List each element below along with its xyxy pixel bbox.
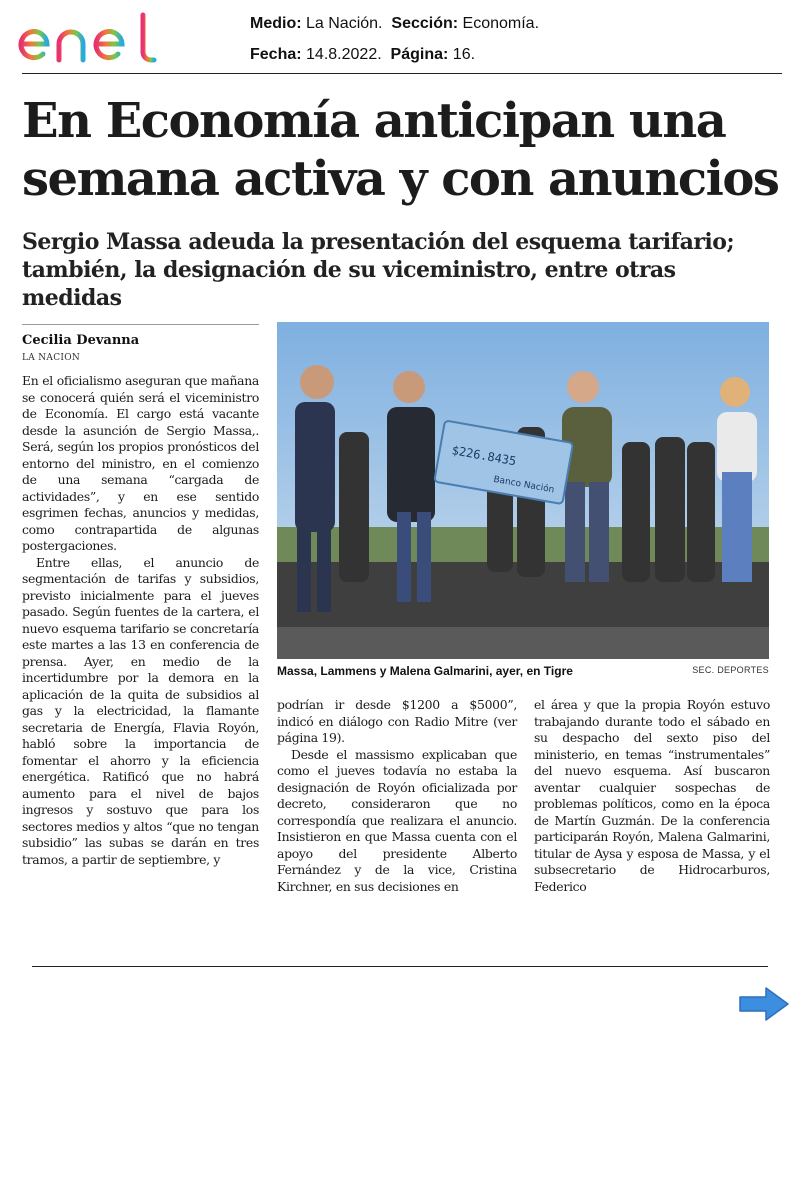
- footer-divider: [32, 966, 768, 967]
- paragraph: Desde el massismo explicaban que como el jueves todavía no estaba la designación de Royón oficializada por decreto, consideraron que no correspondía que realizara el anuncio. Insistieron en que Massa cuenta con el apoyo del presidente Alberto Fernández y de la vice, Cristina Kirchner, en sus decisiones en: [277, 746, 517, 894]
- subheadline: Sergio Massa adeuda la presentación del esquema tarifario; también, la designación de su viceministro, entre otras medidas: [22, 229, 735, 311]
- paragraph: Entre ellas, el anuncio de segmentación de tarifas y subsidios, previsto inicialmente para el jueves pasado. Según fuentes de la cartera, el nuevo esquema tarifario se concretaría este martes a las 13 en conferencia de prensa. Ayer, en medio de la incertidumbre por la demora en la aplicación de la quita de subsidios al gas y la electricidad, la flamante secretaria de Energía, Flavia Royón, habló sobre la importancia de fomentar el ahorro y la eficiencia energética. Ratificó que no habrá aumento para el nivel de bajos ingresos y sostuvo que para los sectores medios y altos “que no tengan subsidio” las subas se darán en tres tramos, a partir de septiembre, y: [22, 554, 259, 867]
- enel-logo: [18, 10, 168, 66]
- medio-line: [250, 8, 539, 39]
- photo-caption: [277, 664, 769, 678]
- paragraph: el área y que la propia Royón estuvo trabajando durante todo el sábado en su despacho del sexto piso del ministerio, en temas “instrumentales” del nuevo esquema. Así buscaron aventar cualquier sospechas de problemas políticos, como en la época de Martín Guzmán. De la conferencia participarán Royón, Malena Galmarini, titular de Aysa y esposa de Massa, y el subsecretario de Hidrocarburos, Federico: [534, 697, 770, 894]
- seccion-label: Sección:: [391, 15, 459, 32]
- author-outlet: LA NACION: [22, 353, 81, 363]
- press-meta: [250, 8, 539, 70]
- fecha-value: 14.8.2022.: [306, 46, 382, 63]
- headline: En Economía anticipan una semana activa y con anuncios: [22, 93, 779, 207]
- medio-label: Medio:: [250, 15, 302, 32]
- header-divider: [22, 73, 782, 74]
- article-column-3: [534, 697, 770, 895]
- article-column-1: [22, 373, 259, 868]
- seccion-value: Economía.: [462, 15, 540, 32]
- arrow-right-icon[interactable]: [738, 986, 790, 1022]
- byline-divider: [22, 324, 259, 325]
- fecha-line: [250, 39, 539, 70]
- photo-illustration: [277, 322, 769, 659]
- fecha-label: Fecha:: [250, 46, 302, 63]
- article-column-2: [277, 697, 517, 895]
- caption-text: Massa, Lammens y Malena Galmarini, ayer, en Tigre: [277, 664, 573, 678]
- medio-value: La Nación.: [306, 15, 383, 32]
- check-amount: $226.8435: [450, 443, 518, 469]
- paragraph: podrían ir desde $1200 a $5000”, indicó en diálogo con Radio Mitre (ver página 19).: [277, 697, 517, 745]
- pagina-label: Página:: [390, 46, 449, 63]
- paragraph: En el oficialismo aseguran que mañana se conocerá quién será el viceministro de Economía. El cargo está vacante desde la asunción de Sergio Massa,. Será, según los propios pronósticos del entorno del ministro, en el comienzo de una semana “cargada de actividades”, y en ese sentido esgrimen fechas, anuncios y medidas, como contrapartida de algunas postergaciones.: [22, 373, 259, 553]
- author-name: Cecilia Devanna: [22, 333, 140, 348]
- photo-credit: SEC. DEPORTES: [692, 665, 769, 675]
- pagina-value: 16.: [452, 46, 476, 63]
- check-bank: Banco Nación: [492, 474, 556, 496]
- article-photo: [277, 322, 769, 659]
